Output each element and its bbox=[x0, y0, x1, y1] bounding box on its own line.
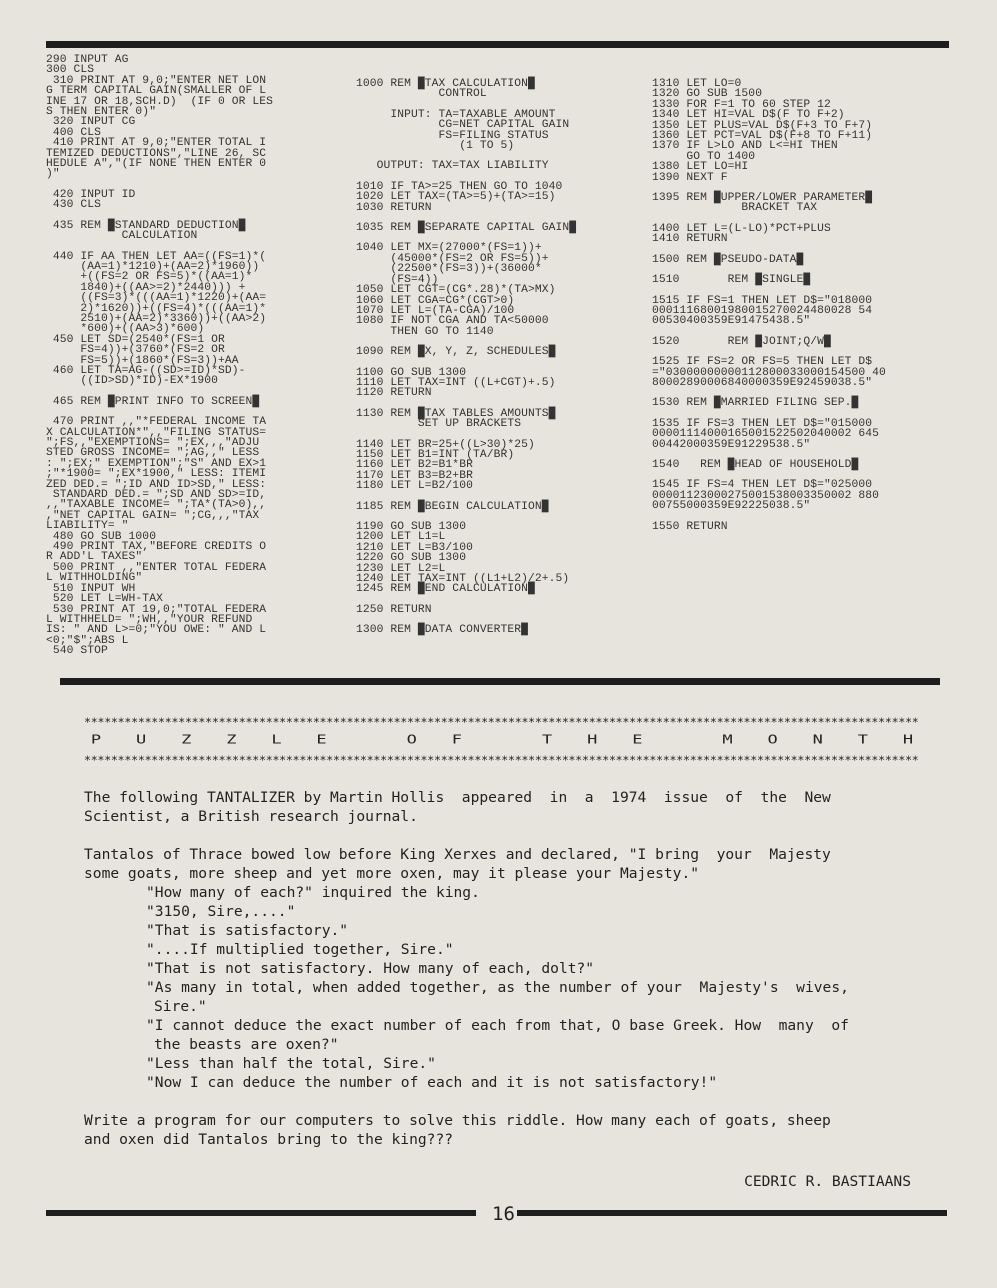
code-line: ="03000000000112800033000154500 40 bbox=[652, 366, 886, 379]
code-line: 490 PRINT TAX,"BEFORE CREDITS O bbox=[46, 541, 267, 554]
code-line: (AA=1)*1210)+(AA=2)*1960)) bbox=[46, 260, 260, 273]
code-line: <0;"$";ABS L bbox=[46, 634, 129, 647]
puzzle-intro: The following TANTALIZER by Martin Hollis appeared in a 1974 issue of the New Scientist, a British research journal. bbox=[84, 789, 831, 825]
code-line: INE 17 OR 18,SCH.D) (IF 0 OR LES bbox=[46, 95, 274, 108]
code-line: 1395 REM █UPPER/LOWER PARAMETER█ bbox=[652, 192, 873, 205]
code-line: 1090 REM █X, Y, Z, SCHEDULES█ bbox=[356, 346, 556, 359]
code-line: STANDARD DED.= ";SD AND SD>=ID, bbox=[46, 489, 267, 502]
author-byline: CEDRIC R. BASTIAANS bbox=[744, 1173, 911, 1190]
code-line: 1410 RETURN bbox=[652, 233, 728, 246]
listing-column-2 bbox=[356, 79, 648, 636]
code-line: 310 PRINT AT 9,0;"ENTER NET LON bbox=[46, 74, 267, 87]
dialogue-line: "That is satisfactory." bbox=[146, 922, 349, 939]
dialogue-line: "Less than half the total, Sire." bbox=[146, 1055, 436, 1072]
code-line: ,,"TAXABLE INCOME= ";TA*(TA>0),, bbox=[46, 499, 267, 512]
stars-border-top: **************************************************************************************************************************** bbox=[84, 715, 919, 729]
listing-column-1 bbox=[46, 55, 346, 657]
code-line: 510 INPUT WH bbox=[46, 582, 136, 595]
code-line: CONTROL bbox=[356, 88, 487, 101]
code-line: 435 REM █STANDARD DEDUCTION█ bbox=[46, 219, 246, 232]
title-letter: E bbox=[632, 732, 643, 748]
code-line: 1040 LET MX=(27000*(FS=1))+ bbox=[356, 242, 542, 255]
code-line: 00755000359E92225038.5" bbox=[652, 500, 811, 513]
code-line: 460 LET TA=AG-((SD>=ID)*SD)- bbox=[46, 364, 246, 377]
title-letter: O bbox=[767, 732, 778, 748]
dialogue-line: "That is not satisfactory. How many of each, dolt?" bbox=[146, 960, 595, 977]
bottom-rule-left bbox=[46, 1210, 476, 1216]
title-letter: L bbox=[271, 732, 282, 748]
code-line: 470 PRINT ,,"*FEDERAL INCOME TA bbox=[46, 416, 267, 429]
story-opening: Tantalos of Thrace bowed low before King Xerxes and declared, "I bring your Majesty some goats, more sheep and yet more oxen, may it please your Majesty." bbox=[84, 846, 831, 882]
code-line: L WITHHELD= ";WH,,"YOUR REFUND bbox=[46, 613, 253, 626]
code-line: 1525 IF FS=2 OR FS=5 THEN LET D$ bbox=[652, 356, 873, 369]
top-rule bbox=[46, 41, 949, 48]
title-letter: H bbox=[902, 732, 914, 748]
code-line: )" bbox=[46, 168, 60, 181]
page-number: 16 bbox=[492, 1203, 515, 1225]
code-line: 1210 LET L=B3/100 bbox=[356, 541, 473, 554]
title-letter: N bbox=[812, 732, 823, 748]
code-line: OUTPUT: TAX=TAX LIABILITY bbox=[356, 160, 549, 173]
code-line: 1110 LET TAX=INT ((L+CGT)+.5) bbox=[356, 376, 556, 389]
code-line: 1130 REM █TAX TABLES AMOUNTS█ bbox=[356, 407, 556, 420]
code-line: 1180 LET L=B2/100 bbox=[356, 480, 473, 493]
title-letter: M bbox=[722, 732, 733, 748]
code-line: 00011168001980015270024480028 54 bbox=[652, 304, 873, 317]
code-line: 1330 FOR F=1 TO 60 STEP 12 bbox=[652, 98, 831, 111]
code-line: ;"*1900= ";EX*1900," LESS: ITEMI bbox=[46, 468, 267, 481]
code-line: 00001123000275001538003350002 880 bbox=[652, 489, 880, 502]
code-line: 420 INPUT ID bbox=[46, 188, 136, 201]
code-line: STED GROSS INCOME= ";AG,," LESS bbox=[46, 447, 260, 460]
title-letter: Z bbox=[181, 732, 192, 748]
code-line: 1030 RETURN bbox=[356, 201, 432, 214]
code-line: FS=FILING STATUS bbox=[356, 129, 549, 142]
code-line: 1010 IF TA>=25 THEN GO TO 1040 bbox=[356, 180, 563, 193]
bottom-rule-right bbox=[517, 1210, 947, 1216]
code-line: 465 REM █PRINT INFO TO SCREEN█ bbox=[46, 395, 260, 408]
code-line: 1520 REM █JOINT;Q/W█ bbox=[652, 335, 831, 348]
dialogue bbox=[84, 883, 924, 1092]
code-line: 1340 LET HI=VAL D$(F TO F+2) bbox=[652, 109, 845, 122]
code-line: (22500*(FS=3))+(36000* bbox=[356, 263, 542, 276]
code-line: 1545 IF FS=4 THEN LET D$="025000 bbox=[652, 479, 873, 492]
code-line: 500 PRINT ,,"ENTER TOTAL FEDERA bbox=[46, 561, 267, 574]
code-line: 1245 REM █END CALCULATION█ bbox=[356, 583, 535, 596]
code-line: 1540 REM █HEAD OF HOUSEHOLD█ bbox=[652, 458, 859, 471]
code-line: THEN GO TO 1140 bbox=[356, 325, 494, 338]
code-line: IS: " AND L>=0;"YOU OWE: " AND L bbox=[46, 624, 267, 637]
dialogue-line: "3150, Sire,...." bbox=[146, 903, 296, 920]
code-line: 1140 LET BR=25+((L>30)*25) bbox=[356, 438, 535, 451]
code-line: 1535 IF FS=3 THEN LET D$="015000 bbox=[652, 417, 873, 430]
code-line: (FS=4)) bbox=[356, 273, 439, 286]
code-line: 2510)+(AA=2)*3360))+((AA>2) bbox=[46, 312, 267, 325]
code-line: ,"NET CAPITAL GAIN= ";CG,,,"TAX bbox=[46, 509, 260, 522]
code-line: 1530 REM █MARRIED FILING SEP.█ bbox=[652, 397, 859, 410]
code-line: 1300 REM █DATA CONVERTER█ bbox=[356, 624, 528, 637]
puzzle-body bbox=[84, 788, 924, 1149]
code-line: 00001114000165001522502040002 645 bbox=[652, 428, 880, 441]
code-line: 1035 REM █SEPARATE CAPITAL GAIN█ bbox=[356, 222, 577, 235]
code-line: 1240 LET TAX=INT ((L1+L2)/2+.5) bbox=[356, 573, 570, 586]
title-letter: Z bbox=[226, 732, 237, 748]
code-line: ";FS,,"EXEMPTIONS= ";EX,,,"ADJU bbox=[46, 437, 260, 449]
title-letter: T bbox=[857, 732, 868, 748]
code-line: 1310 LET LO=0 bbox=[652, 78, 742, 90]
code-line: (45000*(FS=2 OR FS=5))+ bbox=[356, 252, 549, 265]
code-line: 00530400359E91475438.5" bbox=[652, 315, 811, 328]
code-line: 1160 LET B2=B1*BR bbox=[356, 459, 473, 472]
code-line: 1350 LET PLUS=VAL D$(F+3 TO F+7) bbox=[652, 119, 873, 132]
code-line: SET UP BRACKETS bbox=[356, 418, 522, 431]
code-line: +((FS=2 OR FS=5)*((AA=1)* bbox=[46, 271, 253, 284]
code-line: LIABILITY= " bbox=[46, 520, 129, 533]
code-line: ZED DED.= ";ID AND ID>SD," LESS: bbox=[46, 478, 267, 491]
code-line: 1170 LET B3=B2+BR bbox=[356, 469, 473, 482]
code-line: 1230 LET L2=L bbox=[356, 562, 446, 575]
code-line: 320 INPUT CG bbox=[46, 116, 136, 129]
dialogue-line: "I cannot deduce the exact number of each from that, O base Greek. How many of the beasts are oxen?" bbox=[146, 1017, 849, 1053]
code-line: 1370 IF L>LO AND L<=HI THEN bbox=[652, 140, 838, 153]
puzzle-title bbox=[84, 729, 920, 751]
code-line: S THEN ENTER 0)" bbox=[46, 106, 157, 119]
title-letter: O bbox=[406, 732, 417, 748]
code-line: 1200 LET L1=L bbox=[356, 531, 446, 544]
code-line: 480 GO SUB 1000 bbox=[46, 530, 157, 543]
code-line: L WITHHOLDING" bbox=[46, 572, 143, 585]
code-line: 430 CLS bbox=[46, 199, 102, 212]
code-line: 1515 IF FS=1 THEN LET D$="018000 bbox=[652, 294, 873, 307]
code-line: 410 PRINT AT 9,0;"ENTER TOTAL I bbox=[46, 137, 267, 150]
code-line: 1120 RETURN bbox=[356, 387, 432, 400]
code-line: (1 TO 5) bbox=[356, 140, 515, 153]
code-line: 1050 LET CGT=(CG*.28)*(TA>MX) bbox=[356, 284, 556, 297]
code-line: 00442000359E91229538.5" bbox=[652, 438, 811, 451]
code-line: TEMIZED DEDUCTIONS","LINE 26, SC bbox=[46, 147, 267, 160]
title-letter: E bbox=[316, 732, 327, 748]
code-line: CALCULATION bbox=[46, 230, 198, 243]
code-line: 1550 RETURN bbox=[652, 520, 728, 533]
code-line: 1500 REM █PSEUDO-DATA█ bbox=[652, 253, 804, 266]
code-line: 1060 LET CGA=CG*(CGT>0) bbox=[356, 294, 515, 307]
code-line: 1150 LET B1=INT (TA/BR) bbox=[356, 448, 515, 461]
stars-border-bottom: **************************************************************************************************************************** bbox=[84, 753, 919, 767]
code-line: 80002890006840000359E92459038.5" bbox=[652, 376, 873, 389]
code-line: 1320 GO SUB 1500 bbox=[652, 88, 763, 101]
blank-line bbox=[46, 242, 346, 252]
code-line: R ADD'L TAXES" bbox=[46, 551, 143, 564]
code-line: 400 CLS bbox=[46, 126, 102, 139]
code-line: 530 PRINT AT 19,0;"TOTAL FEDERA bbox=[46, 603, 267, 616]
title-letter: U bbox=[135, 732, 147, 748]
code-line: 1190 GO SUB 1300 bbox=[356, 521, 467, 533]
code-line: 1510 REM █SINGLE█ bbox=[652, 274, 811, 287]
code-line: HEDULE A","(IF NONE THEN ENTER 0 bbox=[46, 158, 267, 171]
code-line: 1360 LET PCT=VAL D$(F+8 TO F+11) bbox=[652, 130, 873, 143]
listing-column-3 bbox=[652, 79, 952, 532]
code-line: GO TO 1400 bbox=[652, 150, 756, 163]
code-line: BRACKET TAX bbox=[652, 202, 818, 215]
code-line: 2)*1620))+((FS=4)*(((AA=1)* bbox=[46, 302, 267, 315]
code-line: 540 STOP bbox=[46, 645, 108, 658]
code-line: G TERM CAPITAL GAIN(SMALLER OF L bbox=[46, 85, 267, 98]
code-line: 1020 LET TAX=(TA>=5)+(TA>=15) bbox=[356, 191, 556, 204]
code-line: ((FS=3)*(((AA=1)*1220)+(AA= bbox=[46, 292, 267, 305]
title-letter: P bbox=[90, 732, 102, 748]
code-line: 1100 GO SUB 1300 bbox=[356, 366, 467, 379]
code-line: : ";EX;" EXEMPTION";"S" AND EX>1 bbox=[46, 457, 267, 470]
code-line: 1380 LET LO=HI bbox=[652, 161, 749, 174]
puzzle-task: Write a program for our computers to solve this riddle. How many each of goats, sheep and oxen did Tantalos bring to the king??? bbox=[84, 1112, 831, 1148]
code-line: 1000 REM █TAX CALCULATION█ bbox=[356, 78, 535, 90]
code-line: 1185 REM █BEGIN CALCULATION█ bbox=[356, 500, 549, 513]
dialogue-line: "As many in total, when added together, as the number of your Majesty's wives, Sire." bbox=[146, 979, 849, 1015]
dialogue-line: "....If multiplied together, Sire." bbox=[146, 941, 454, 958]
code-line: CG=NET CAPITAL GAIN bbox=[356, 119, 570, 132]
code-line: 520 LET L=WH-TAX bbox=[46, 593, 163, 606]
code-line: INPUT: TA=TAXABLE AMOUNT bbox=[356, 108, 556, 121]
code-line: 1840)+((AA>=2)*2440))) + bbox=[46, 281, 246, 294]
code-line: X CALCULATION*",,"FILING STATUS= bbox=[46, 426, 267, 439]
title-letter: H bbox=[587, 732, 598, 748]
code-line: 450 LET SD=(2540*(FS=1 OR bbox=[46, 333, 225, 346]
dialogue-line: "How many of each?" inquired the king. bbox=[146, 884, 480, 901]
code-line: 1400 LET L=(L-LO)*PCT+PLUS bbox=[652, 222, 831, 235]
code-line: *600)+((AA>3)*600) bbox=[46, 323, 205, 336]
middle-rule bbox=[60, 678, 940, 685]
title-letter: T bbox=[541, 732, 553, 748]
dialogue-line: "Now I can deduce the number of each and it is not satisfactory!" bbox=[146, 1074, 718, 1091]
code-line: 440 IF AA THEN LET AA=((FS=1)*( bbox=[46, 250, 267, 263]
code-line: ((ID>SD)*ID)-EX*1900 bbox=[46, 375, 218, 388]
blank-line bbox=[652, 286, 952, 296]
code-line: FS=4))+(3760*(FS=2 OR bbox=[46, 344, 225, 357]
code-line: 1080 IF NOT CGA AND TA<50000 bbox=[356, 315, 549, 328]
code-line: 1390 NEXT F bbox=[652, 171, 728, 184]
code-line: FS=5))+(1860*(FS=3))+AA bbox=[46, 354, 239, 367]
code-line: 300 CLS bbox=[46, 64, 95, 77]
title-letter: F bbox=[451, 732, 462, 748]
code-line: 1070 LET L=(TA-CGA)/100 bbox=[356, 304, 515, 317]
code-line: 1220 GO SUB 1300 bbox=[356, 552, 467, 565]
code-line: 290 INPUT AG bbox=[46, 54, 129, 66]
code-line: 1250 RETURN bbox=[356, 603, 432, 616]
